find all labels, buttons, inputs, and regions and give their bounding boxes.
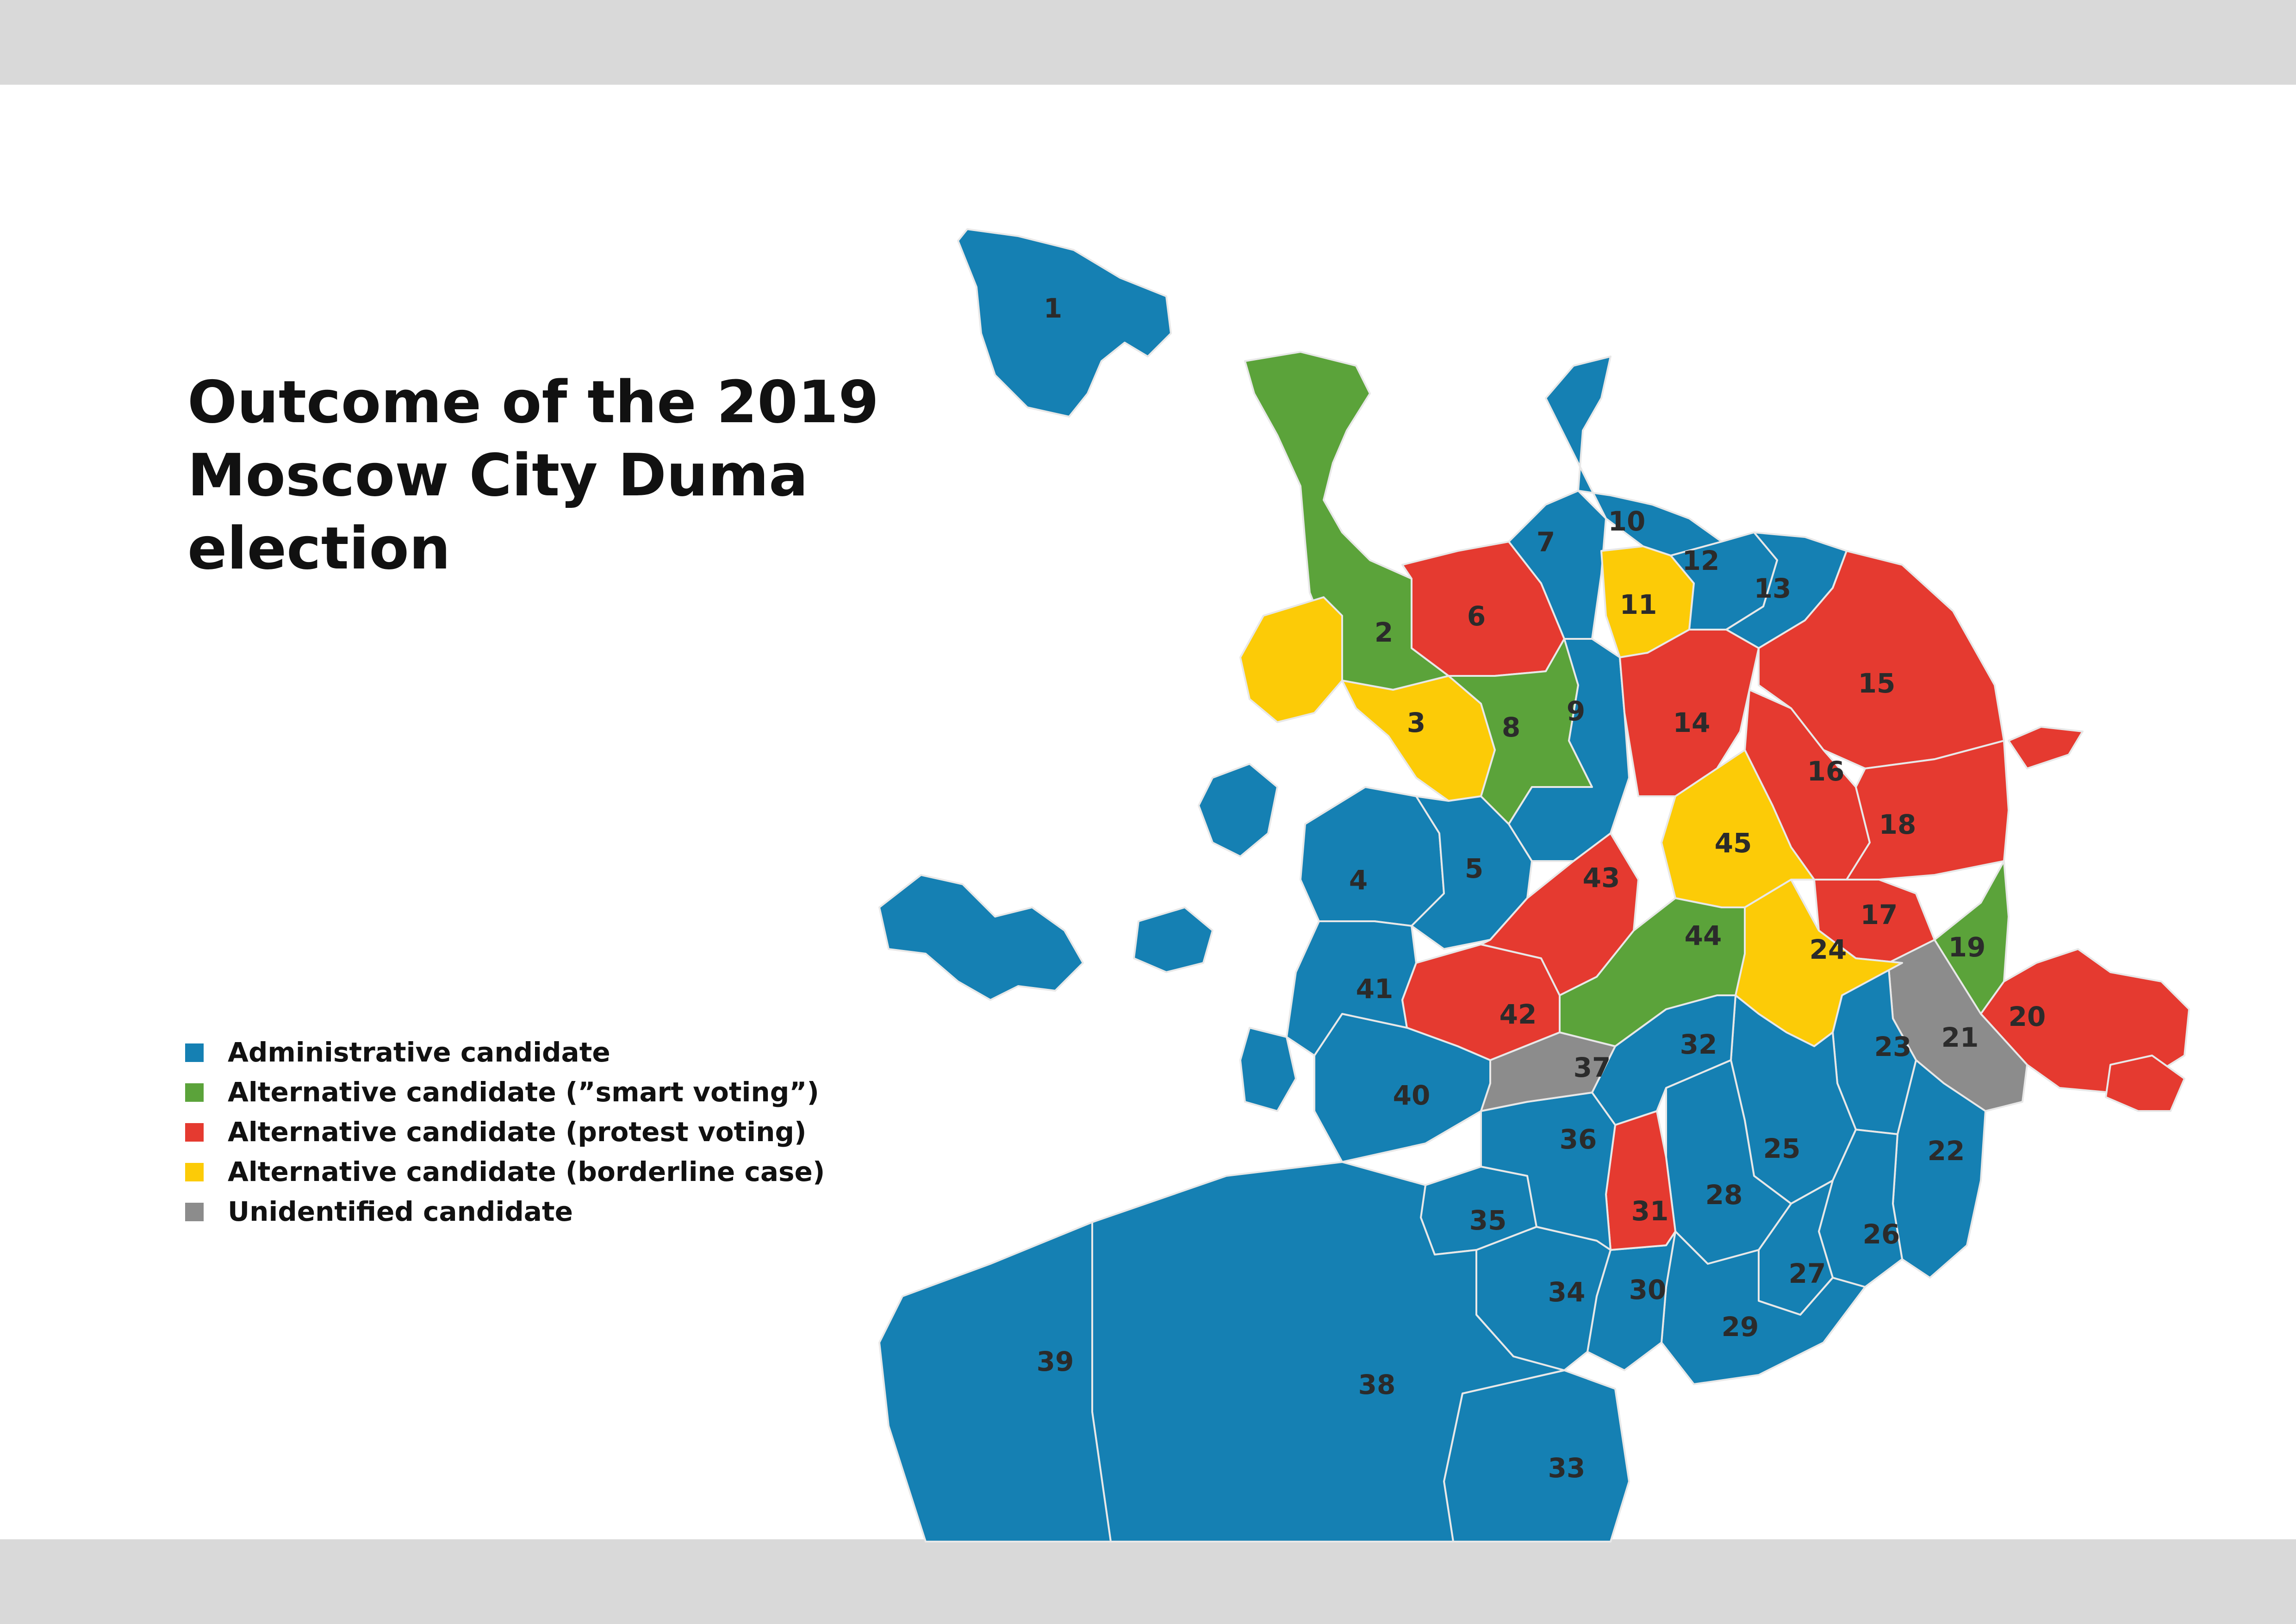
legend-label: Administrative candidate (228, 1037, 610, 1068)
district-label: 19 (1948, 931, 1986, 963)
title-line: election (187, 514, 451, 582)
district-label: 27 (1788, 1258, 1826, 1290)
district-label: 30 (1629, 1274, 1667, 1306)
district-label: 41 (1356, 973, 1394, 1005)
district-label: 16 (1807, 756, 1845, 787)
district-label: 45 (1714, 827, 1752, 859)
title-line: Moscow City Duma (187, 441, 808, 509)
district-label: 18 (1879, 809, 1916, 841)
district-label: 15 (1858, 668, 1896, 700)
district-label: 32 (1680, 1029, 1717, 1061)
district-shape-41[interactable] (1240, 1028, 1296, 1111)
district-shape-1[interactable] (958, 229, 1171, 417)
district-label: 21 (1941, 1022, 1979, 1054)
legend-label: Alternative candidate (borderline case) (228, 1156, 825, 1187)
district-label: 14 (1673, 707, 1711, 739)
district-shape-39[interactable] (879, 1222, 1111, 1542)
district-label: 24 (1809, 934, 1847, 966)
district-label: 31 (1631, 1195, 1669, 1227)
district-label: 39 (1036, 1346, 1074, 1378)
district-label: 4 (1349, 864, 1368, 896)
district-shape-3[interactable] (1240, 597, 1342, 722)
district-label: 2 (1374, 617, 1394, 649)
district-label: 1 (1043, 293, 1063, 325)
district-label: 40 (1393, 1080, 1431, 1112)
district-label: 17 (1860, 899, 1898, 931)
district-label: 43 (1582, 862, 1620, 894)
legend-label: Alternative candidate (protest voting) (228, 1116, 807, 1148)
district-label: 36 (1559, 1124, 1597, 1156)
district-label: 3 (1406, 707, 1426, 739)
district-shape-40[interactable] (1199, 764, 1277, 856)
district-label: 12 (1682, 545, 1720, 577)
district-label: 8 (1501, 712, 1521, 743)
district-label: 25 (1763, 1133, 1801, 1165)
district-label: 20 (2008, 1001, 2046, 1033)
district-shape-20[interactable] (2009, 727, 2083, 768)
title-line: Outcome of the 2019 (187, 368, 879, 436)
district-label: 44 (1684, 920, 1722, 952)
district-label: 7 (1536, 526, 1556, 558)
district-label: 26 (1862, 1218, 1900, 1250)
district-shape-40[interactable] (879, 875, 1083, 1000)
district-label: 22 (1927, 1135, 1965, 1167)
district-label: 42 (1499, 999, 1537, 1031)
district-label: 11 (1619, 589, 1657, 621)
district-label: 28 (1705, 1179, 1743, 1211)
district-shape-40[interactable] (1134, 907, 1213, 972)
legend-label: Alternative candidate (”smart voting”) (228, 1076, 819, 1108)
district-label: 6 (1467, 600, 1486, 632)
district-label: 38 (1358, 1369, 1396, 1401)
district-label: 10 (1608, 506, 1646, 537)
district-shape-31[interactable] (1606, 1111, 1675, 1250)
district-label: 9 (1566, 695, 1586, 727)
legend-label: Unidentified candidate (228, 1196, 573, 1227)
district-label: 37 (1573, 1052, 1611, 1084)
district-label: 13 (1754, 573, 1792, 605)
district-shapes (879, 229, 2189, 1542)
district-label: 34 (1548, 1276, 1586, 1308)
district-shape-33[interactable] (1444, 1370, 1629, 1542)
district-label: 5 (1464, 853, 1484, 885)
district-label: 35 (1469, 1205, 1507, 1237)
district-label: 33 (1548, 1452, 1586, 1484)
district-label: 23 (1874, 1031, 1912, 1063)
district-label: 29 (1721, 1311, 1759, 1343)
